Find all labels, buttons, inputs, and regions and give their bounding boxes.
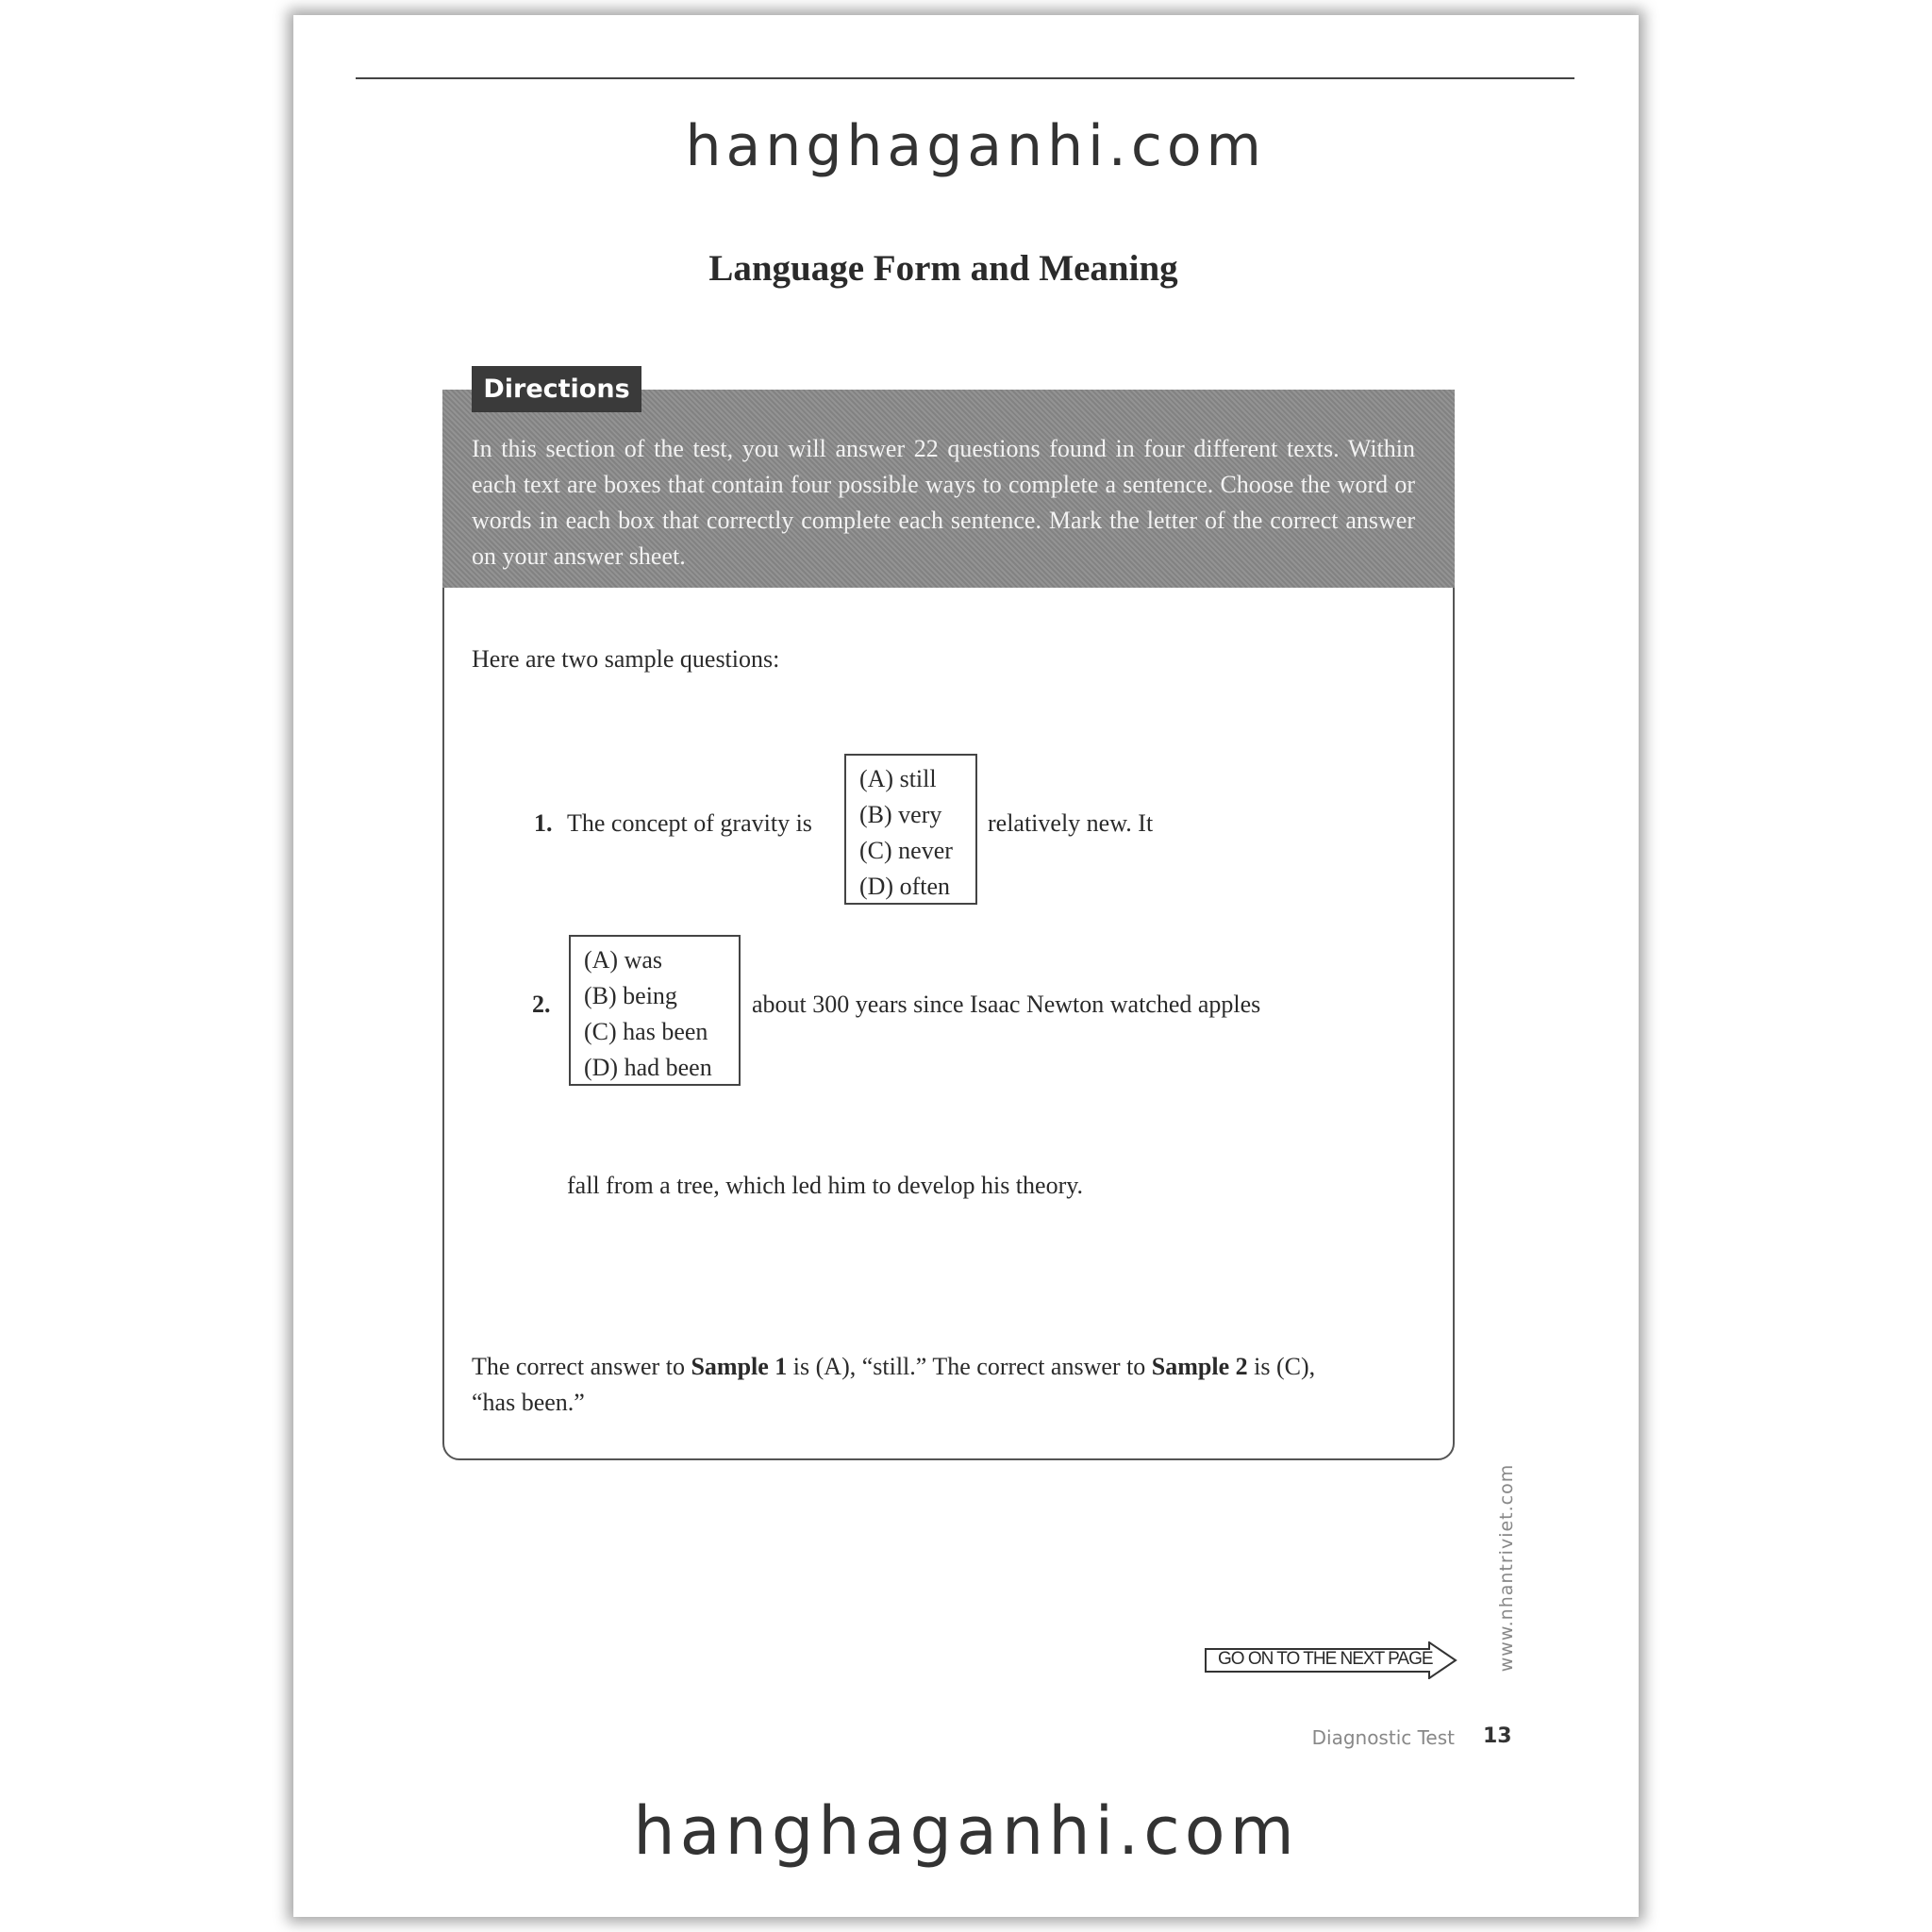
q1-before: The concept of gravity is xyxy=(567,809,812,837)
q2-options-box xyxy=(569,935,741,1086)
option: (B) being xyxy=(584,982,677,1009)
watermark-bottom: hanghaganhi.com xyxy=(633,1792,1299,1870)
answer-line-1: The correct answer to Sample 1 is (A), “still.” The correct answer to Sample 2 is (C), xyxy=(472,1353,1316,1380)
watermark-top: hanghaganhi.com xyxy=(685,113,1266,179)
directions-label: Directions xyxy=(472,366,641,412)
option: (C) never xyxy=(859,837,953,864)
q2-continuation: fall from a tree, which led him to develop his theory. xyxy=(567,1172,1084,1199)
publisher-url: www.nhantriviet.com xyxy=(1496,1463,1517,1673)
next-page-label: GO ON TO THE NEXT PAGE xyxy=(1218,1649,1433,1669)
section-name: Diagnostic Test xyxy=(1311,1726,1455,1749)
option: (B) very xyxy=(859,801,942,828)
option: (D) often xyxy=(859,873,951,900)
answer-line-2: “has been.” xyxy=(472,1389,585,1416)
directions-text: In this section of the test, you will answer 22 questions found in four different texts. Within each text are boxes that contain four possible ways to complete a sentence. Choose the word or words in each box that correctly complete each sentence. Mark the letter of the correct answer on your answer sheet. xyxy=(472,435,1415,570)
header-rule xyxy=(356,77,1574,79)
q1-options-box xyxy=(844,754,977,905)
page-title: Language Form and Meaning xyxy=(708,248,1178,289)
q1-after: relatively new. It xyxy=(988,809,1154,837)
option: (D) had been xyxy=(584,1054,712,1081)
intro-text: Here are two sample questions: xyxy=(472,645,780,673)
q2-after: about 300 years since Isaac Newton watched apples xyxy=(752,991,1261,1018)
page-number: 13 xyxy=(1483,1724,1512,1748)
option: (A) was xyxy=(584,946,663,974)
option: (A) still xyxy=(859,765,937,792)
q2-number: 2. xyxy=(532,991,551,1018)
option: (C) has been xyxy=(584,1018,708,1045)
q1-number: 1. xyxy=(534,809,553,837)
